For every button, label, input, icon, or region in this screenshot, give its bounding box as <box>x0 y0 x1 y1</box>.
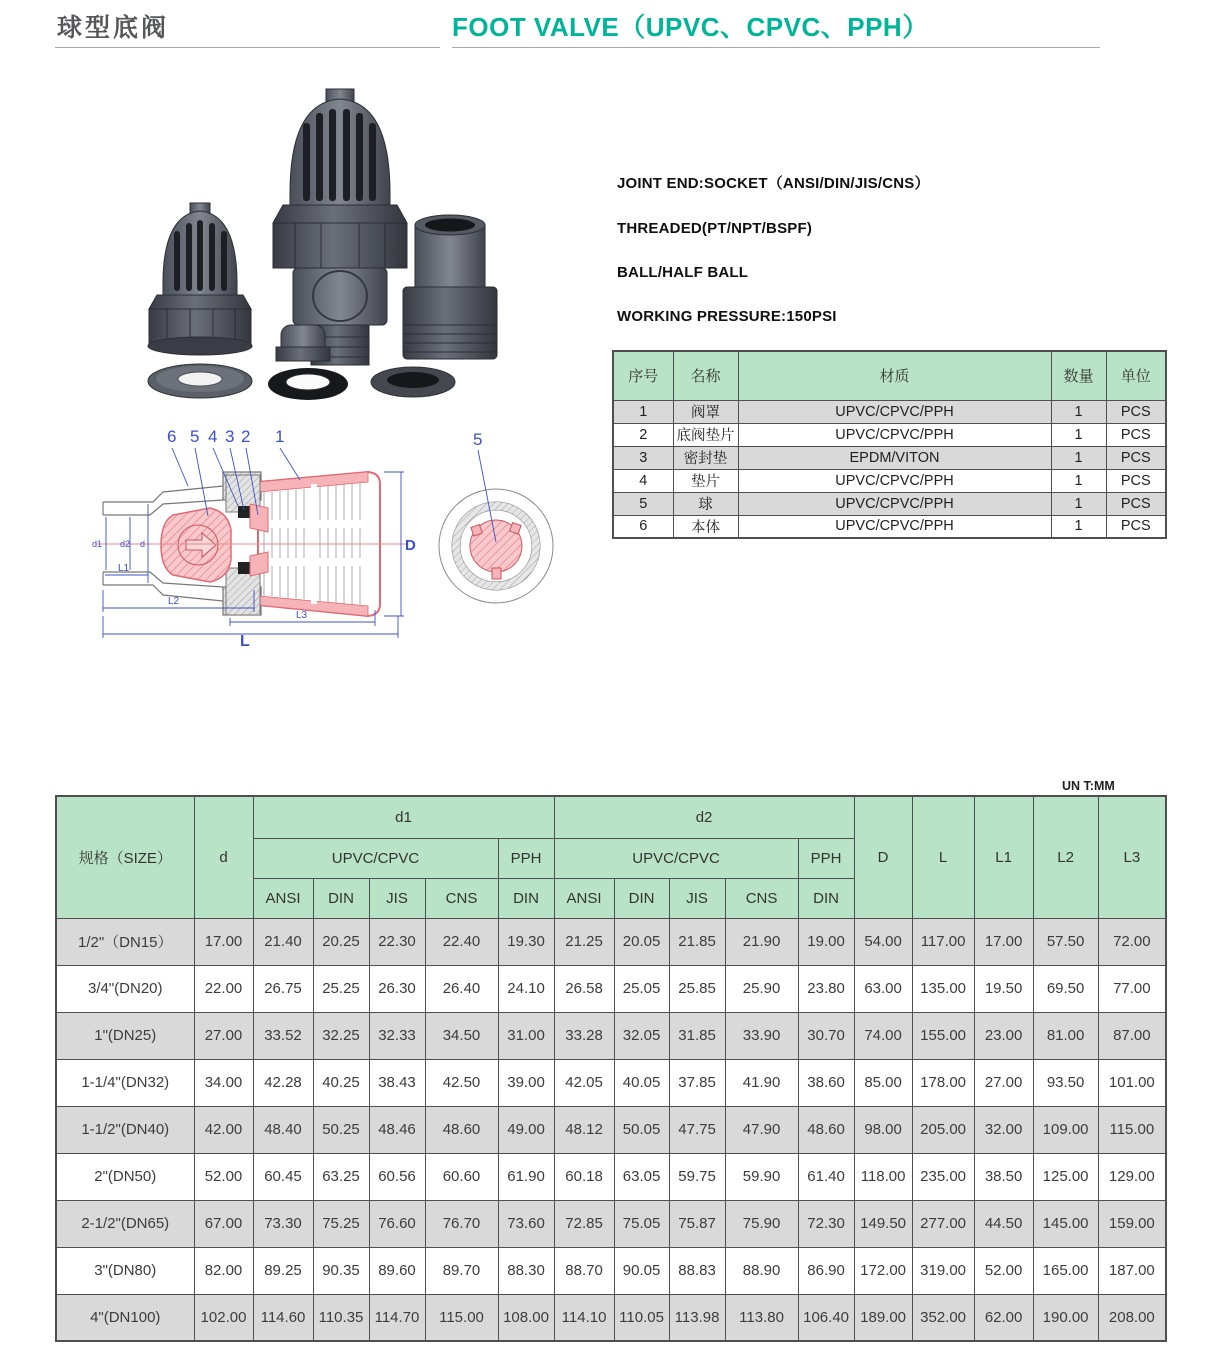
d1-din-cell: 75.25 <box>313 1200 369 1247</box>
d2-ansi-cell: 48.12 <box>554 1106 614 1153</box>
spec-ball: BALL/HALF BALL <box>617 264 749 281</box>
d2-din-cell: 20.05 <box>614 918 669 965</box>
dim-header-din-d2: DIN <box>614 878 669 918</box>
d-cell: 102.00 <box>194 1294 253 1341</box>
size-cell: 1-1/2"(DN40) <box>56 1106 194 1153</box>
spec-pressure: WORKING PRESSURE:150PSI <box>617 308 837 325</box>
d1-pph-din-cell: 24.10 <box>498 965 554 1012</box>
dim-table-row <box>56 1294 1166 1341</box>
d2-jis-cell: 21.85 <box>669 918 725 965</box>
size-cell: 1-1/4"(DN32) <box>56 1059 194 1106</box>
dim-L3: L3 <box>296 610 308 621</box>
L2-cell: 190.00 <box>1033 1294 1098 1341</box>
size-cell: 1/2"（DN15） <box>56 918 194 965</box>
L1-cell: 62.00 <box>974 1294 1033 1341</box>
d2-ansi-cell: 72.85 <box>554 1200 614 1247</box>
d2-jis-cell: 31.85 <box>669 1012 725 1059</box>
dim-header-pph-d1: PPH <box>498 838 554 878</box>
d1-ansi-cell: 48.40 <box>253 1106 313 1153</box>
d2-ansi-cell: 26.58 <box>554 965 614 1012</box>
L3-cell: 72.00 <box>1098 918 1166 965</box>
d2-din-cell: 90.05 <box>614 1247 669 1294</box>
part-qty: 1 <box>1051 423 1106 446</box>
D-cell: 74.00 <box>854 1012 912 1059</box>
part-label-2: 2 <box>241 427 251 446</box>
dim-header-upvc-cpvc-d2: UPVC/CPVC <box>554 838 798 878</box>
d1-ansi-cell: 21.40 <box>253 918 313 965</box>
L3-cell: 77.00 <box>1098 965 1166 1012</box>
L1-cell: 52.00 <box>974 1247 1033 1294</box>
d1-ansi-cell: 42.28 <box>253 1059 313 1106</box>
d2-cns-cell: 41.90 <box>725 1059 798 1106</box>
size-cell: 2-1/2"(DN65) <box>56 1200 194 1247</box>
L2-cell: 81.00 <box>1033 1012 1098 1059</box>
d2-pph-din-cell: 30.70 <box>798 1012 854 1059</box>
L3-cell: 115.00 <box>1098 1106 1166 1153</box>
L-cell: 352.00 <box>912 1294 974 1341</box>
d1-din-cell: 25.25 <box>313 965 369 1012</box>
d2-jis-cell: 113.98 <box>669 1294 725 1341</box>
part-unit: PCS <box>1106 515 1166 538</box>
part-unit: PCS <box>1106 400 1166 423</box>
dim-header-L3: L3 <box>1098 796 1166 918</box>
socket-fitting <box>403 215 497 359</box>
d-cell: 82.00 <box>194 1247 253 1294</box>
L3-cell: 159.00 <box>1098 1200 1166 1247</box>
part-no: 6 <box>613 515 673 538</box>
d1-din-cell: 32.25 <box>313 1012 369 1059</box>
d1-cns-cell: 26.40 <box>425 965 498 1012</box>
dim-table-row <box>56 1059 1166 1106</box>
parts-header-no: 序号 <box>613 351 673 400</box>
part-name: 阀罩 <box>673 400 738 423</box>
d1-jis-cell: 48.46 <box>369 1106 425 1153</box>
part-label-4: 4 <box>208 427 218 446</box>
d2-cns-cell: 25.90 <box>725 965 798 1012</box>
d2-din-cell: 63.05 <box>614 1153 669 1200</box>
L3-cell: 129.00 <box>1098 1153 1166 1200</box>
size-cell: 3/4"(DN20) <box>56 965 194 1012</box>
d2-pph-din-cell: 72.30 <box>798 1200 854 1247</box>
dim-L1: L1 <box>118 563 130 574</box>
L-cell: 235.00 <box>912 1153 974 1200</box>
dim-header-ansi-d1: ANSI <box>253 878 313 918</box>
part-no: 3 <box>613 446 673 469</box>
dim-header-ansi-d2: ANSI <box>554 878 614 918</box>
dim-table-row <box>56 1200 1166 1247</box>
d2-cns-cell: 33.90 <box>725 1012 798 1059</box>
d2-din-cell: 50.05 <box>614 1106 669 1153</box>
d2-cns-cell: 59.90 <box>725 1153 798 1200</box>
L-cell: 205.00 <box>912 1106 974 1153</box>
D-cell: 85.00 <box>854 1059 912 1106</box>
page-title-english: FOOT VALVE（UPVC、CPVC、PPH） <box>452 12 929 42</box>
d1-jis-cell: 38.43 <box>369 1059 425 1106</box>
dim-header-pphdin-d2: DIN <box>798 878 854 918</box>
part-unit: PCS <box>1106 492 1166 515</box>
part-name: 垫片 <box>673 469 738 492</box>
D-cell: 98.00 <box>854 1106 912 1153</box>
circle-end-view <box>439 450 553 603</box>
d-cell: 27.00 <box>194 1012 253 1059</box>
L-cell: 277.00 <box>912 1200 974 1247</box>
L2-cell: 69.50 <box>1033 965 1098 1012</box>
L1-cell: 27.00 <box>974 1059 1033 1106</box>
dim-d1: d1 <box>92 539 103 549</box>
d1-ansi-cell: 89.25 <box>253 1247 313 1294</box>
spec-joint-end: JOINT END:SOCKET（ANSI/DIN/JIS/CNS） <box>617 175 930 192</box>
d1-pph-din-cell: 31.00 <box>498 1012 554 1059</box>
parts-table-row <box>613 400 1166 423</box>
dim-header-L: L <box>912 796 974 918</box>
d2-ansi-cell: 88.70 <box>554 1247 614 1294</box>
parts-table-row <box>613 469 1166 492</box>
size-cell: 4"(DN100) <box>56 1294 194 1341</box>
D-cell: 63.00 <box>854 965 912 1012</box>
D-cell: 118.00 <box>854 1153 912 1200</box>
L-cell: 135.00 <box>912 965 974 1012</box>
dim-header-D: D <box>854 796 912 918</box>
L3-cell: 101.00 <box>1098 1059 1166 1106</box>
d-cell: 67.00 <box>194 1200 253 1247</box>
L1-cell: 38.50 <box>974 1153 1033 1200</box>
part-unit: PCS <box>1106 469 1166 492</box>
ball-section <box>161 508 231 582</box>
part-label-1: 1 <box>275 427 285 446</box>
foot-valve-assembled <box>273 89 407 365</box>
unit-note: UN T:MM <box>1062 779 1115 793</box>
part-qty: 1 <box>1051 492 1106 515</box>
d1-ansi-cell: 114.60 <box>253 1294 313 1341</box>
d-cell: 34.00 <box>194 1059 253 1106</box>
d2-pph-din-cell: 86.90 <box>798 1247 854 1294</box>
dim-table-row <box>56 918 1166 965</box>
L1-cell: 17.00 <box>974 918 1033 965</box>
d2-pph-din-cell: 48.60 <box>798 1106 854 1153</box>
L2-cell: 57.50 <box>1033 918 1098 965</box>
d1-jis-cell: 89.60 <box>369 1247 425 1294</box>
dim-header-L1: L1 <box>974 796 1033 918</box>
part-material: UPVC/CPVC/PPH <box>738 515 1051 538</box>
dim-d2: d2 <box>120 539 131 549</box>
part-name: 球 <box>673 492 738 515</box>
d1-jis-cell: 114.70 <box>369 1294 425 1341</box>
d2-ansi-cell: 33.28 <box>554 1012 614 1059</box>
part-material: UPVC/CPVC/PPH <box>738 492 1051 515</box>
d1-jis-cell: 22.30 <box>369 918 425 965</box>
d2-jis-cell: 47.75 <box>669 1106 725 1153</box>
dim-header-d2: d2 <box>554 796 854 838</box>
gasket-plate <box>148 364 252 398</box>
part-no: 1 <box>613 400 673 423</box>
parts-table-header-row <box>613 351 1166 400</box>
L-cell: 117.00 <box>912 918 974 965</box>
d1-jis-cell: 26.30 <box>369 965 425 1012</box>
d1-pph-din-cell: 73.60 <box>498 1200 554 1247</box>
part-label-3: 3 <box>225 427 235 446</box>
part-no: 2 <box>613 423 673 446</box>
dim-header-din-d1: DIN <box>313 878 369 918</box>
d1-pph-din-cell: 88.30 <box>498 1247 554 1294</box>
dim-header-row-1 <box>56 796 1166 838</box>
d2-pph-din-cell: 61.40 <box>798 1153 854 1200</box>
part-qty: 1 <box>1051 446 1106 469</box>
header-divider-right <box>452 47 1100 48</box>
dim-header-cns-d1: CNS <box>425 878 498 918</box>
part-name: 底阀垫片 <box>673 423 738 446</box>
part-label-5: 5 <box>190 427 200 446</box>
dim-header-jis-d2: JIS <box>669 878 725 918</box>
dim-table-row <box>56 1106 1166 1153</box>
dim-table-row <box>56 965 1166 1012</box>
L3-cell: 187.00 <box>1098 1247 1166 1294</box>
d2-jis-cell: 88.83 <box>669 1247 725 1294</box>
d2-din-cell: 75.05 <box>614 1200 669 1247</box>
d1-din-cell: 50.25 <box>313 1106 369 1153</box>
d2-ansi-cell: 42.05 <box>554 1059 614 1106</box>
technical-drawing <box>68 420 610 660</box>
dim-header-d: d <box>194 796 253 918</box>
part-material: EPDM/VITON <box>738 446 1051 469</box>
parts-header-name: 名称 <box>673 351 738 400</box>
d1-ansi-cell: 73.30 <box>253 1200 313 1247</box>
d2-pph-din-cell: 38.60 <box>798 1059 854 1106</box>
d1-din-cell: 63.25 <box>313 1153 369 1200</box>
L2-cell: 109.00 <box>1033 1106 1098 1153</box>
circle-view-label-5: 5 <box>473 430 483 449</box>
d2-cns-cell: 75.90 <box>725 1200 798 1247</box>
dim-header-pph-d2: PPH <box>798 838 854 878</box>
d1-din-cell: 40.25 <box>313 1059 369 1106</box>
d1-cns-cell: 42.50 <box>425 1059 498 1106</box>
d1-din-cell: 90.35 <box>313 1247 369 1294</box>
part-qty: 1 <box>1051 400 1106 423</box>
L3-cell: 208.00 <box>1098 1294 1166 1341</box>
L-cell: 178.00 <box>912 1059 974 1106</box>
L3-cell: 87.00 <box>1098 1012 1166 1059</box>
L-cell: 319.00 <box>912 1247 974 1294</box>
D-cell: 149.50 <box>854 1200 912 1247</box>
dim-L: L <box>240 633 250 650</box>
header-divider-left <box>55 47 440 48</box>
d2-din-cell: 32.05 <box>614 1012 669 1059</box>
part-label-6: 6 <box>167 427 177 446</box>
L2-cell: 93.50 <box>1033 1059 1098 1106</box>
d-cell: 17.00 <box>194 918 253 965</box>
d1-ansi-cell: 26.75 <box>253 965 313 1012</box>
L1-cell: 23.00 <box>974 1012 1033 1059</box>
d2-cns-cell: 88.90 <box>725 1247 798 1294</box>
d1-cns-cell: 115.00 <box>425 1294 498 1341</box>
dim-table-row <box>56 1153 1166 1200</box>
part-material: UPVC/CPVC/PPH <box>738 400 1051 423</box>
dim-header-cns-d2: CNS <box>725 878 798 918</box>
d1-pph-din-cell: 49.00 <box>498 1106 554 1153</box>
d2-din-cell: 40.05 <box>614 1059 669 1106</box>
d2-jis-cell: 75.87 <box>669 1200 725 1247</box>
L-cell: 155.00 <box>912 1012 974 1059</box>
parts-header-unit: 单位 <box>1106 351 1166 400</box>
d1-cns-cell: 89.70 <box>425 1247 498 1294</box>
spec-list <box>617 172 930 352</box>
dim-header-L2: L2 <box>1033 796 1098 918</box>
d1-pph-din-cell: 61.90 <box>498 1153 554 1200</box>
parts-table-row <box>613 492 1166 515</box>
strainer-cage <box>148 203 252 355</box>
d2-jis-cell: 37.85 <box>669 1059 725 1106</box>
D-cell: 172.00 <box>854 1247 912 1294</box>
gasket-ring <box>371 367 455 397</box>
parts-table-row <box>613 446 1166 469</box>
part-name: 本体 <box>673 515 738 538</box>
spec-threaded: THREADED(PT/NPT/BSPF) <box>617 220 813 237</box>
dim-header-pphdin-d1: DIN <box>498 878 554 918</box>
part-name: 密封垫 <box>673 446 738 469</box>
d1-ansi-cell: 60.45 <box>253 1153 313 1200</box>
d1-din-cell: 20.25 <box>313 918 369 965</box>
d2-jis-cell: 25.85 <box>669 965 725 1012</box>
d1-cns-cell: 22.40 <box>425 918 498 965</box>
size-cell: 3"(DN80) <box>56 1247 194 1294</box>
size-cell: 2"(DN50) <box>56 1153 194 1200</box>
part-no: 4 <box>613 469 673 492</box>
product-photo <box>95 85 525 415</box>
part-no: 5 <box>613 492 673 515</box>
L2-cell: 125.00 <box>1033 1153 1098 1200</box>
parts-header-qty: 数量 <box>1051 351 1106 400</box>
d1-pph-din-cell: 19.30 <box>498 918 554 965</box>
d2-pph-din-cell: 23.80 <box>798 965 854 1012</box>
parts-table <box>612 350 1167 539</box>
d2-din-cell: 110.05 <box>614 1294 669 1341</box>
L1-cell: 44.50 <box>974 1200 1033 1247</box>
parts-table-row <box>613 423 1166 446</box>
dim-header-d1: d1 <box>253 796 554 838</box>
d1-jis-cell: 60.56 <box>369 1153 425 1200</box>
dim-L2: L2 <box>168 596 180 607</box>
D-cell: 189.00 <box>854 1294 912 1341</box>
d-cell: 52.00 <box>194 1153 253 1200</box>
d1-jis-cell: 32.33 <box>369 1012 425 1059</box>
d2-ansi-cell: 60.18 <box>554 1153 614 1200</box>
dim-d: d <box>140 539 146 549</box>
dimension-table <box>55 795 1167 1342</box>
size-cell: 1"(DN25) <box>56 1012 194 1059</box>
L2-cell: 145.00 <box>1033 1200 1098 1247</box>
part-qty: 1 <box>1051 469 1106 492</box>
d1-cns-cell: 60.60 <box>425 1153 498 1200</box>
page-title-chinese: 球型底阀 <box>57 14 170 42</box>
D-cell: 54.00 <box>854 918 912 965</box>
d1-cns-cell: 76.70 <box>425 1200 498 1247</box>
d2-ansi-cell: 21.25 <box>554 918 614 965</box>
d-cell: 42.00 <box>194 1106 253 1153</box>
d1-pph-din-cell: 39.00 <box>498 1059 554 1106</box>
valve-cap <box>276 325 330 361</box>
dim-header-size: 规格（SIZE） <box>56 796 194 918</box>
dim-table-row <box>56 1012 1166 1059</box>
part-material: UPVC/CPVC/PPH <box>738 423 1051 446</box>
d2-cns-cell: 47.90 <box>725 1106 798 1153</box>
d1-din-cell: 110.35 <box>313 1294 369 1341</box>
part-qty: 1 <box>1051 515 1106 538</box>
d1-jis-cell: 76.60 <box>369 1200 425 1247</box>
part-unit: PCS <box>1106 446 1166 469</box>
d2-ansi-cell: 114.10 <box>554 1294 614 1341</box>
d1-ansi-cell: 33.52 <box>253 1012 313 1059</box>
parts-header-material: 材质 <box>738 351 1051 400</box>
dim-header-jis-d1: JIS <box>369 878 425 918</box>
part-unit: PCS <box>1106 423 1166 446</box>
dim-header-upvc-cpvc-d1: UPVC/CPVC <box>253 838 498 878</box>
union-nut-section <box>226 475 268 615</box>
L1-cell: 32.00 <box>974 1106 1033 1153</box>
d1-cns-cell: 34.50 <box>425 1012 498 1059</box>
d2-jis-cell: 59.75 <box>669 1153 725 1200</box>
L2-cell: 165.00 <box>1033 1247 1098 1294</box>
d2-cns-cell: 113.80 <box>725 1294 798 1341</box>
d2-din-cell: 25.05 <box>614 965 669 1012</box>
d2-pph-din-cell: 106.40 <box>798 1294 854 1341</box>
d1-pph-din-cell: 108.00 <box>498 1294 554 1341</box>
part-material: UPVC/CPVC/PPH <box>738 469 1051 492</box>
d-cell: 22.00 <box>194 965 253 1012</box>
L1-cell: 19.50 <box>974 965 1033 1012</box>
d2-cns-cell: 21.90 <box>725 918 798 965</box>
dim-table-row <box>56 1247 1166 1294</box>
d1-cns-cell: 48.60 <box>425 1106 498 1153</box>
parts-table-row <box>613 515 1166 538</box>
dim-D: D <box>405 537 416 554</box>
gasket-seal <box>268 368 348 400</box>
d2-pph-din-cell: 19.00 <box>798 918 854 965</box>
